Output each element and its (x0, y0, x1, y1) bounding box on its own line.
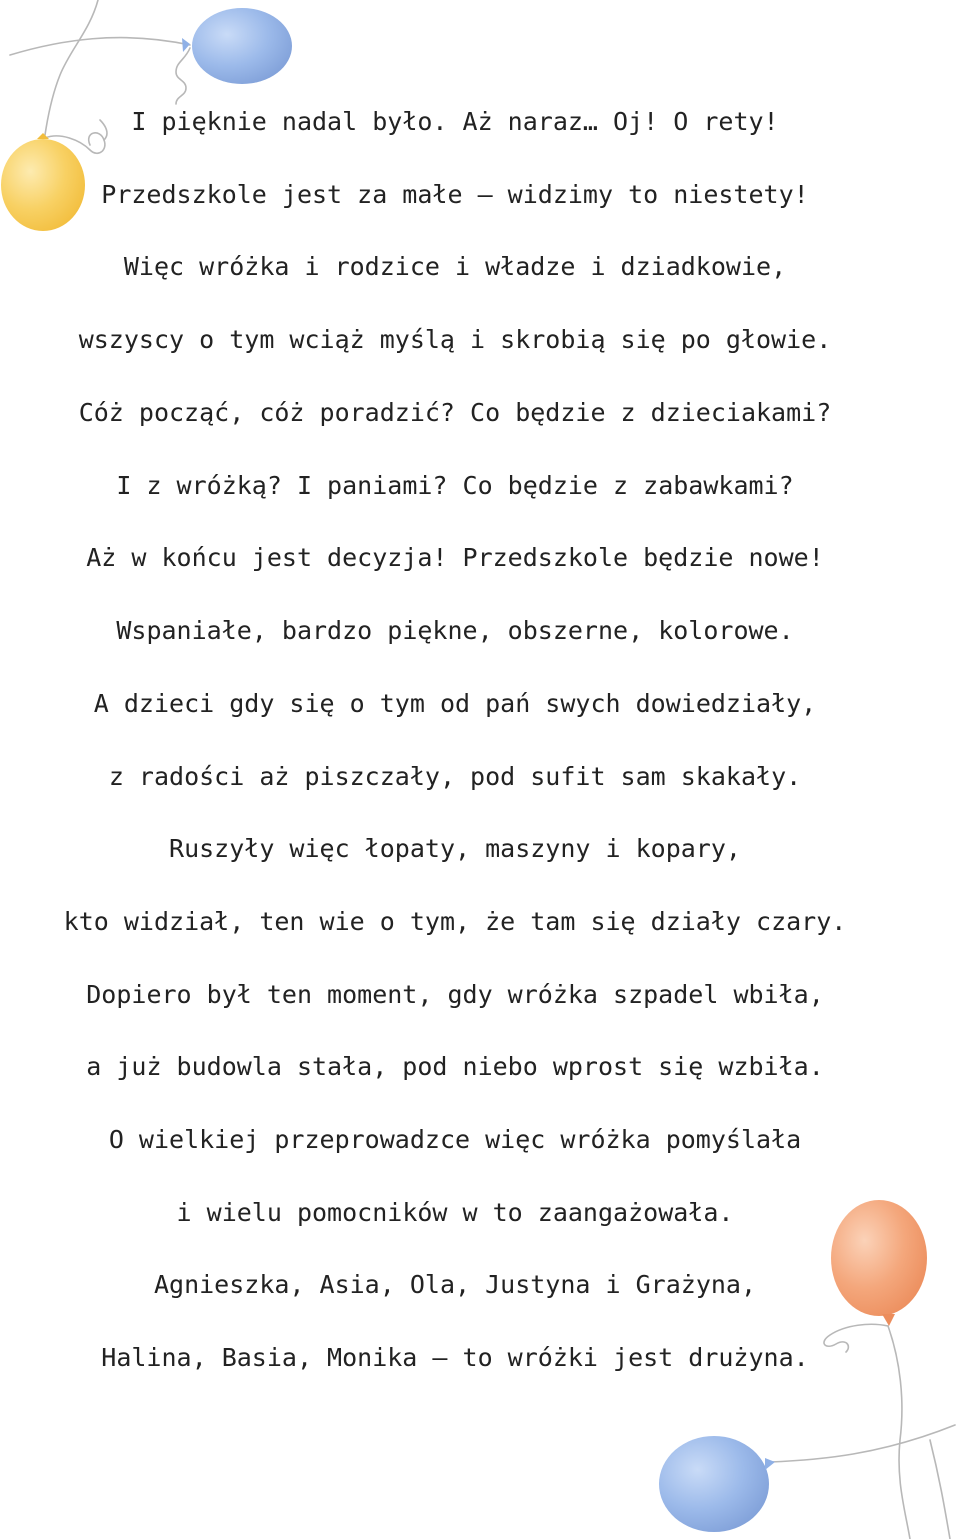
blue-balloon-top (182, 8, 292, 84)
poem-line: Agnieszka, Asia, Ola, Justyna i Grażyna, (153, 1270, 757, 1299)
poem-line: Cóż począć, cóż poradzić? Co będzie z dzieciakami? (78, 398, 832, 427)
poem-line: Więc wróżka i rodzice i władze i dziadkowie, (123, 252, 787, 281)
poem-line: Przedszkole jest za małe – widzimy to niestety! (101, 180, 809, 209)
poem-line: Wspaniałe, bardzo piękne, obszerne, kolorowe. (116, 616, 794, 645)
poem-line: I z wróżką? I paniami? Co będzie z zabawkami? (116, 471, 794, 500)
poem-line: z radości aż piszczały, pod sufit sam skakały. (108, 762, 802, 791)
poem-line: Halina, Basia, Monika – to wróżki jest drużyna. (101, 1343, 809, 1372)
poem-line: kto widział, ten wie o tym, że tam się działy czary. (63, 907, 847, 936)
poem-line: a już budowla stała, pod niebo wprost się wzbiła. (86, 1052, 824, 1081)
poem-line: Aż w końcu jest decyzja! Przedszkole będzie nowe! (86, 543, 824, 572)
poem-line: Ruszyły więc łopaty, maszyny i kopary, (169, 834, 741, 863)
poem-line: O wielkiej przeprowadzce więc wróżka pomyślała (108, 1125, 802, 1154)
blue-balloon-bottom (659, 1436, 775, 1532)
poem-line: Dopiero był ten moment, gdy wróżka szpadel wbiła, (86, 980, 824, 1009)
poem-line: I pięknie nadal było. Aż naraz… Oj! O rety! (131, 107, 779, 136)
poem-line: wszyscy o tym wciąż myślą i skrobią się po głowie. (78, 325, 832, 354)
poem-line: i wielu pomocników w to zaangażowała. (176, 1198, 734, 1227)
poem-line: A dzieci gdy się o tym od pań swych dowiedziały, (93, 689, 817, 718)
